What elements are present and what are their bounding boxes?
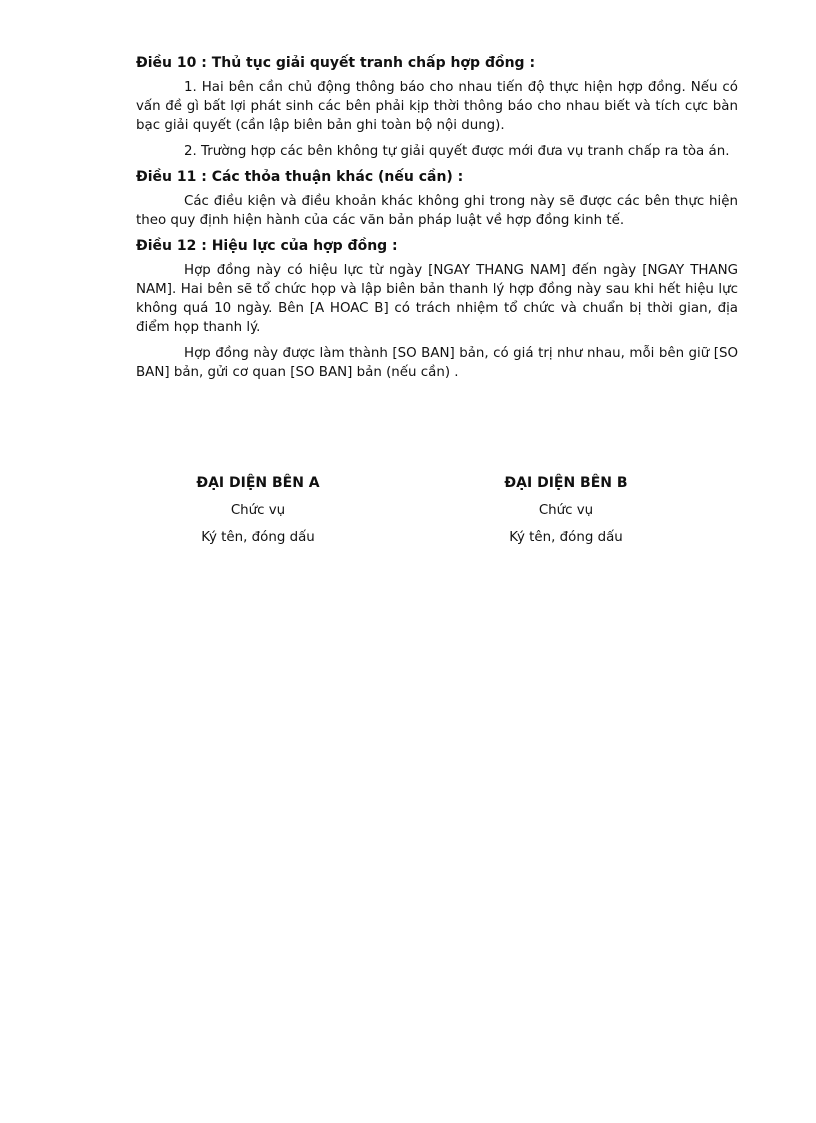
signature-party-b-title: ĐẠI DIỆN BÊN B (504, 475, 628, 491)
signature-party-a-title: ĐẠI DIỆN BÊN A (196, 475, 320, 491)
article-10 (136, 54, 738, 161)
article-12-paragraph-1: Hợp đồng này có hiệu lực từ ngày [NGAY THANG NAM] đến ngày [NGAY THANG NAM]. Hai bên sẽ tổ chức họp và lập biên bản thanh lý hợp đồng này sau khi hết hiệu lực không quá 10 ngày. Bên [A HOAC B] có trách nhiệm tổ chức và chuẩn bị thời gian, địa điểm họp thanh lý. (136, 263, 738, 335)
document-body (136, 54, 738, 389)
article-11-paragraph-1: Các điều kiện và điều khoản khác không ghi trong này sẽ được các bên thực hiện theo quy định hiện hành của các văn bản pháp luật về hợp đồng kinh tế. (136, 194, 738, 228)
article-10-paragraph-2: 2. Trường hợp các bên không tự giải quyết được mới đưa vụ tranh chấp ra tòa án. (184, 144, 730, 159)
article-11-heading: Điều 11 : Các thỏa thuận khác (nếu cần) : (136, 169, 464, 185)
signature-party-a (138, 474, 378, 555)
signature-party-a-note: Ký tên, đóng dấu (201, 530, 315, 545)
signature-party-a-position: Chức vụ (230, 503, 286, 518)
article-12-paragraph-2: Hợp đồng này được làm thành [SO BAN] bản, có giá trị như nhau, mỗi bên giữ [SO BAN] bản, gửi cơ quan [SO BAN] bản (nếu cần) . (136, 346, 738, 380)
signature-party-b (446, 474, 686, 555)
article-11 (136, 168, 738, 230)
signature-party-b-note: Ký tên, đóng dấu (509, 530, 623, 545)
article-10-heading: Điều 10 : Thủ tục giải quyết tranh chấp hợp đồng : (136, 55, 536, 71)
signature-party-b-position: Chức vụ (538, 503, 594, 518)
article-10-paragraph-1: 1. Hai bên cần chủ động thông báo cho nhau tiến độ thực hiện hợp đồng. Nếu có vấn đề gì bất lợi phát sinh các bên phải kịp thời thông báo cho nhau biết và tích cực bàn bạc giải quyết (cần lập biên bản ghi toàn bộ nội dung). (136, 80, 738, 133)
article-12-heading: Điều 12 : Hiệu lực của hợp đồng : (136, 238, 398, 254)
article-12 (136, 237, 738, 382)
